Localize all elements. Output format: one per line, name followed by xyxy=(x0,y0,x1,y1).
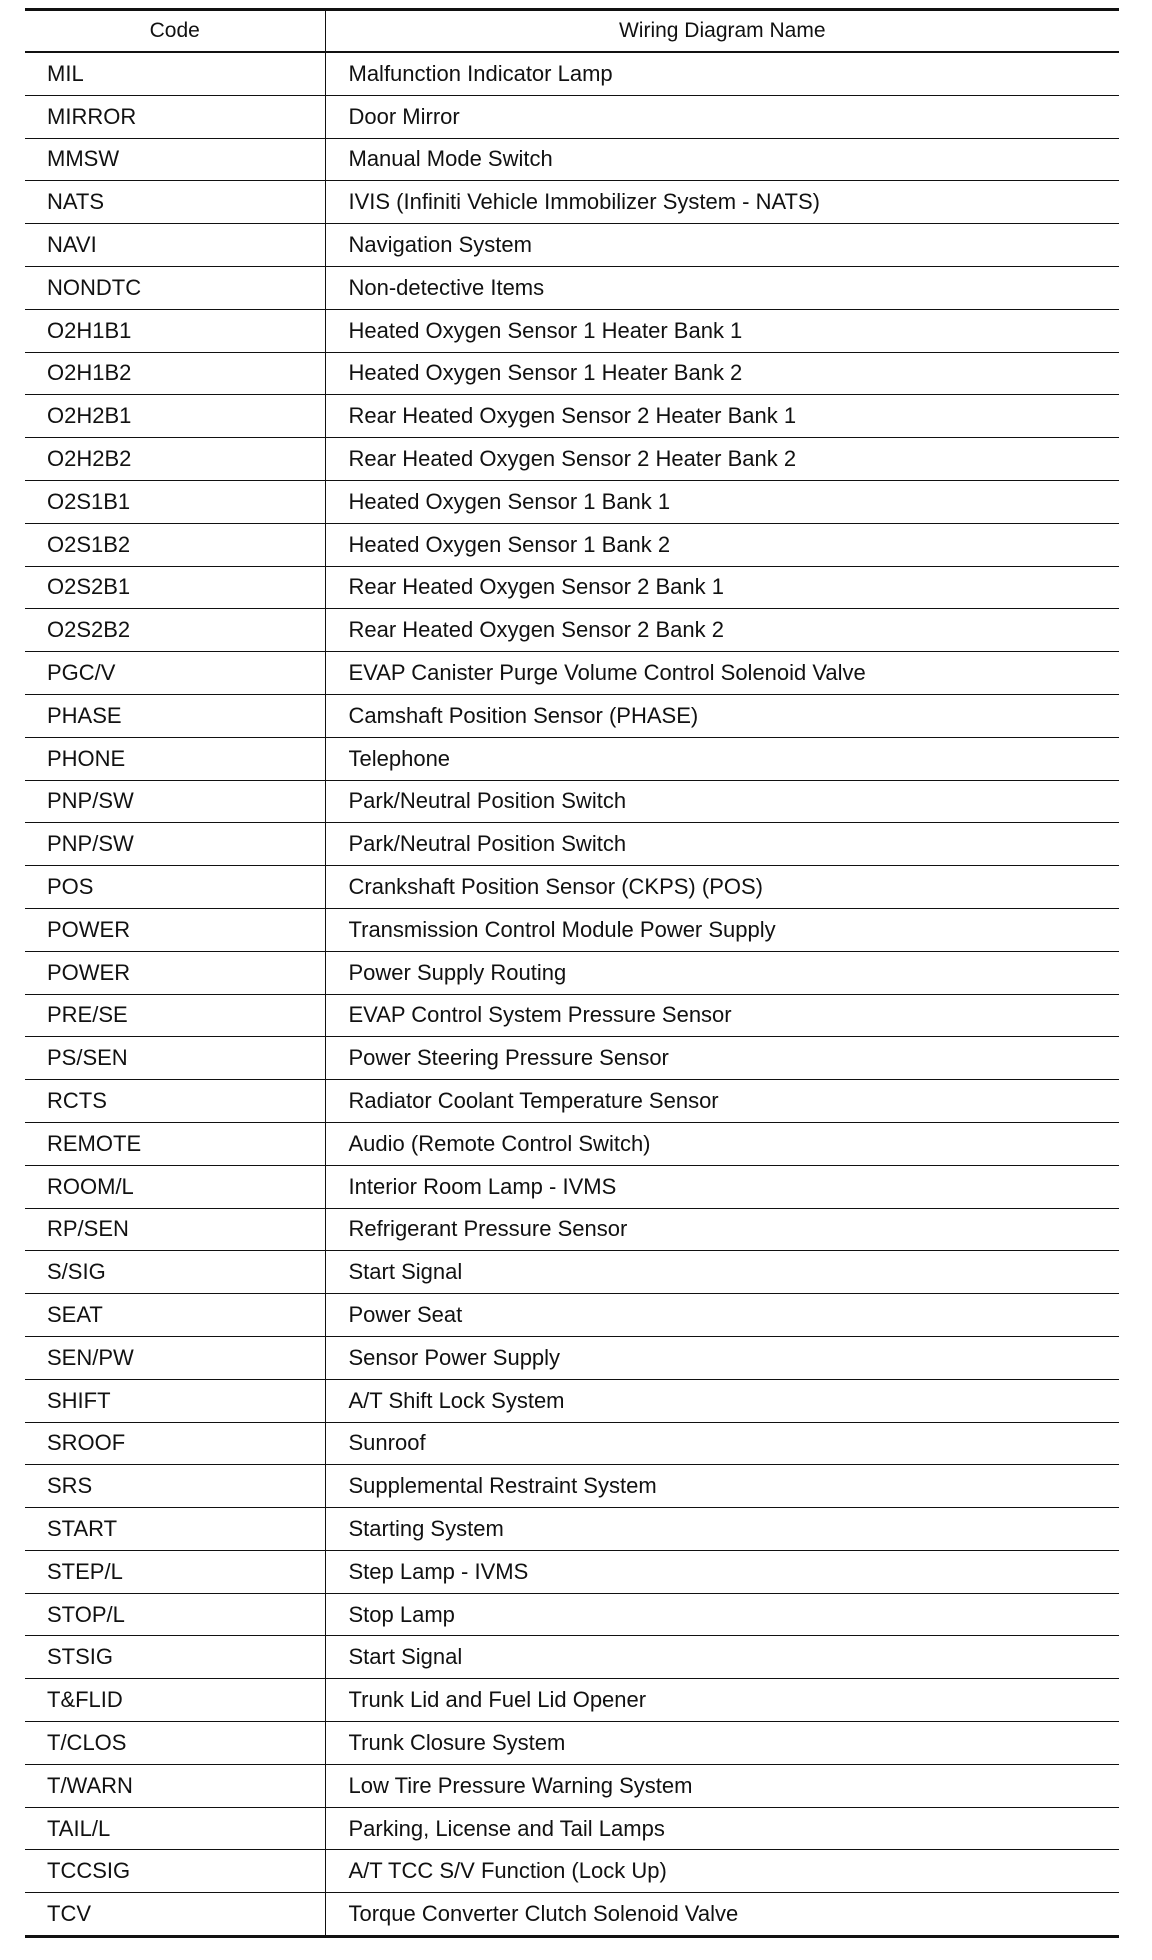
code-cell: MIL xyxy=(25,52,325,95)
table-row xyxy=(25,266,1119,309)
wiring-diagram-name-cell: Power Steering Pressure Sensor xyxy=(325,1037,1119,1080)
code-cell: NAVI xyxy=(25,224,325,267)
table-row xyxy=(25,1422,1119,1465)
table-row xyxy=(25,352,1119,395)
table-row xyxy=(25,395,1119,438)
table-row xyxy=(25,951,1119,994)
wiring-diagram-name-cell: Supplemental Restraint System xyxy=(325,1465,1119,1508)
wiring-diagram-name-cell: Rear Heated Oxygen Sensor 2 Heater Bank 2 xyxy=(325,438,1119,481)
code-cell: T&FLID xyxy=(25,1679,325,1722)
code-cell: T/WARN xyxy=(25,1764,325,1807)
wiring-diagram-name-cell: Step Lamp - IVMS xyxy=(325,1550,1119,1593)
wiring-diagram-name-cell: Rear Heated Oxygen Sensor 2 Bank 1 xyxy=(325,566,1119,609)
wiring-diagram-name-cell: Trunk Closure System xyxy=(325,1722,1119,1765)
code-cell: NATS xyxy=(25,181,325,224)
wiring-diagram-name-cell: Power Supply Routing xyxy=(325,951,1119,994)
table-row xyxy=(25,1593,1119,1636)
code-cell: TCCSIG xyxy=(25,1850,325,1893)
wiring-diagram-name-cell: Navigation System xyxy=(325,224,1119,267)
table-row xyxy=(25,1080,1119,1123)
table-row xyxy=(25,737,1119,780)
code-cell: O2S1B2 xyxy=(25,523,325,566)
header-row xyxy=(25,10,1119,53)
table-row xyxy=(25,138,1119,181)
code-cell: O2H1B2 xyxy=(25,352,325,395)
wiring-diagram-name-cell: Interior Room Lamp - IVMS xyxy=(325,1165,1119,1208)
code-cell: O2S2B1 xyxy=(25,566,325,609)
code-cell: POS xyxy=(25,866,325,909)
code-cell: MMSW xyxy=(25,138,325,181)
wiring-diagram-name-cell: Manual Mode Switch xyxy=(325,138,1119,181)
code-cell: O2S1B1 xyxy=(25,480,325,523)
table-header xyxy=(25,10,1119,53)
table-body xyxy=(25,52,1119,1937)
code-cell: PRE/SE xyxy=(25,994,325,1037)
table-row xyxy=(25,1679,1119,1722)
code-cell: ROOM/L xyxy=(25,1165,325,1208)
wiring-diagram-name-cell: IVIS (Infiniti Vehicle Immobilizer System - NATS) xyxy=(325,181,1119,224)
table-row xyxy=(25,1165,1119,1208)
table-row xyxy=(25,994,1119,1037)
wiring-diagram-name-cell: Transmission Control Module Power Supply xyxy=(325,908,1119,951)
table-row xyxy=(25,523,1119,566)
code-cell: PS/SEN xyxy=(25,1037,325,1080)
code-cell: RP/SEN xyxy=(25,1208,325,1251)
wiring-diagram-name-cell: A/T Shift Lock System xyxy=(325,1379,1119,1422)
table-row xyxy=(25,566,1119,609)
table-row xyxy=(25,823,1119,866)
code-cell: S/SIG xyxy=(25,1251,325,1294)
wiring-diagram-name-cell: Rear Heated Oxygen Sensor 2 Bank 2 xyxy=(325,609,1119,652)
wiring-diagram-name-cell: Crankshaft Position Sensor (CKPS) (POS) xyxy=(325,866,1119,909)
wiring-diagram-table xyxy=(25,8,1119,1938)
table-row xyxy=(25,1636,1119,1679)
code-cell: PHASE xyxy=(25,694,325,737)
table-row xyxy=(25,1037,1119,1080)
table-row xyxy=(25,1807,1119,1850)
code-cell: SHIFT xyxy=(25,1379,325,1422)
wiring-diagram-name-cell: Door Mirror xyxy=(325,95,1119,138)
code-cell: PGC/V xyxy=(25,652,325,695)
table-row xyxy=(25,1850,1119,1893)
table-row xyxy=(25,95,1119,138)
wiring-diagram-name-cell: Heated Oxygen Sensor 1 Bank 1 xyxy=(325,480,1119,523)
code-cell: SROOF xyxy=(25,1422,325,1465)
code-cell: STOP/L xyxy=(25,1593,325,1636)
code-cell: PHONE xyxy=(25,737,325,780)
wiring-diagram-name-cell: Malfunction Indicator Lamp xyxy=(325,52,1119,95)
code-cell: START xyxy=(25,1508,325,1551)
wiring-diagram-name-cell: Non-detective Items xyxy=(325,266,1119,309)
code-cell: POWER xyxy=(25,951,325,994)
table-row xyxy=(25,1251,1119,1294)
table-row xyxy=(25,438,1119,481)
wiring-diagram-name-cell: Low Tire Pressure Warning System xyxy=(325,1764,1119,1807)
wiring-diagram-name-cell: Stop Lamp xyxy=(325,1593,1119,1636)
table-row xyxy=(25,866,1119,909)
code-cell: O2H1B1 xyxy=(25,309,325,352)
table-row xyxy=(25,908,1119,951)
wiring-diagram-name-cell: Telephone xyxy=(325,737,1119,780)
wiring-diagram-name-cell: Start Signal xyxy=(325,1251,1119,1294)
table-row xyxy=(25,1336,1119,1379)
wiring-diagram-name-cell: EVAP Control System Pressure Sensor xyxy=(325,994,1119,1037)
header-code: Code xyxy=(25,10,325,53)
wiring-diagram-name-cell: Starting System xyxy=(325,1508,1119,1551)
table-row xyxy=(25,780,1119,823)
code-cell: STSIG xyxy=(25,1636,325,1679)
code-cell: NONDTC xyxy=(25,266,325,309)
wiring-diagram-name-cell: Sensor Power Supply xyxy=(325,1336,1119,1379)
code-cell: O2H2B1 xyxy=(25,395,325,438)
table-row xyxy=(25,181,1119,224)
code-cell: O2S2B2 xyxy=(25,609,325,652)
wiring-diagram-name-cell: Rear Heated Oxygen Sensor 2 Heater Bank 1 xyxy=(325,395,1119,438)
wiring-diagram-name-cell: Radiator Coolant Temperature Sensor xyxy=(325,1080,1119,1123)
wiring-diagram-name-cell: Torque Converter Clutch Solenoid Valve xyxy=(348,1901,739,1927)
wiring-diagram-name-cell: Audio (Remote Control Switch) xyxy=(325,1122,1119,1165)
table-row xyxy=(25,1465,1119,1508)
table-row xyxy=(25,1208,1119,1251)
code-cell: TCV xyxy=(25,1893,325,1937)
wiring-diagram-name-cell: Start Signal xyxy=(325,1636,1119,1679)
code-cell: POWER xyxy=(25,908,325,951)
table-row xyxy=(25,480,1119,523)
wiring-diagram-name-cell: A/T TCC S/V Function (Lock Up) xyxy=(325,1850,1119,1893)
table-row xyxy=(25,609,1119,652)
table-row xyxy=(25,1122,1119,1165)
code-cell: MIRROR xyxy=(25,95,325,138)
table-row xyxy=(25,652,1119,695)
code-cell: SEAT xyxy=(25,1294,325,1337)
code-cell: PNP/SW xyxy=(25,780,325,823)
wiring-diagram-name-cell: Camshaft Position Sensor (PHASE) xyxy=(325,694,1119,737)
table-row xyxy=(25,1764,1119,1807)
code-cell: PNP/SW xyxy=(25,823,325,866)
table-row xyxy=(25,694,1119,737)
table-row xyxy=(25,1550,1119,1593)
wiring-diagram-name-cell: Heated Oxygen Sensor 1 Heater Bank 2 xyxy=(325,352,1119,395)
wiring-diagram-name-cell: Sunroof xyxy=(325,1422,1119,1465)
table-row xyxy=(25,224,1119,267)
document-page xyxy=(25,8,1119,1938)
table-row xyxy=(25,1379,1119,1422)
wiring-diagram-name-cell: Trunk Lid and Fuel Lid Opener xyxy=(325,1679,1119,1722)
code-cell: T/CLOS xyxy=(25,1722,325,1765)
header-wiring-diagram-name: Wiring Diagram Name xyxy=(325,10,1119,53)
wiring-diagram-name-cell: EVAP Canister Purge Volume Control Solenoid Valve xyxy=(325,652,1119,695)
table-row xyxy=(25,309,1119,352)
code-cell: RCTS xyxy=(25,1080,325,1123)
table-row xyxy=(25,1508,1119,1551)
wiring-diagram-name-cell: Park/Neutral Position Switch xyxy=(325,780,1119,823)
wiring-diagram-name-cell: Parking, License and Tail Lamps xyxy=(325,1807,1119,1850)
wiring-diagram-name-cell: Heated Oxygen Sensor 1 Bank 2 xyxy=(325,523,1119,566)
code-cell: SRS xyxy=(25,1465,325,1508)
code-cell: REMOTE xyxy=(25,1122,325,1165)
wiring-diagram-name-cell: Heated Oxygen Sensor 1 Heater Bank 1 xyxy=(325,309,1119,352)
wiring-diagram-name-cell: Power Seat xyxy=(325,1294,1119,1337)
table-row xyxy=(25,1893,1119,1937)
code-cell: O2H2B2 xyxy=(25,438,325,481)
wiring-diagram-name-cell: Park/Neutral Position Switch xyxy=(325,823,1119,866)
code-cell: STEP/L xyxy=(25,1550,325,1593)
code-cell: SEN/PW xyxy=(25,1336,325,1379)
wiring-diagram-name-cell: Refrigerant Pressure Sensor xyxy=(325,1208,1119,1251)
table-row xyxy=(25,52,1119,95)
table-row xyxy=(25,1722,1119,1765)
table-row xyxy=(25,1294,1119,1337)
code-cell: TAIL/L xyxy=(25,1807,325,1850)
